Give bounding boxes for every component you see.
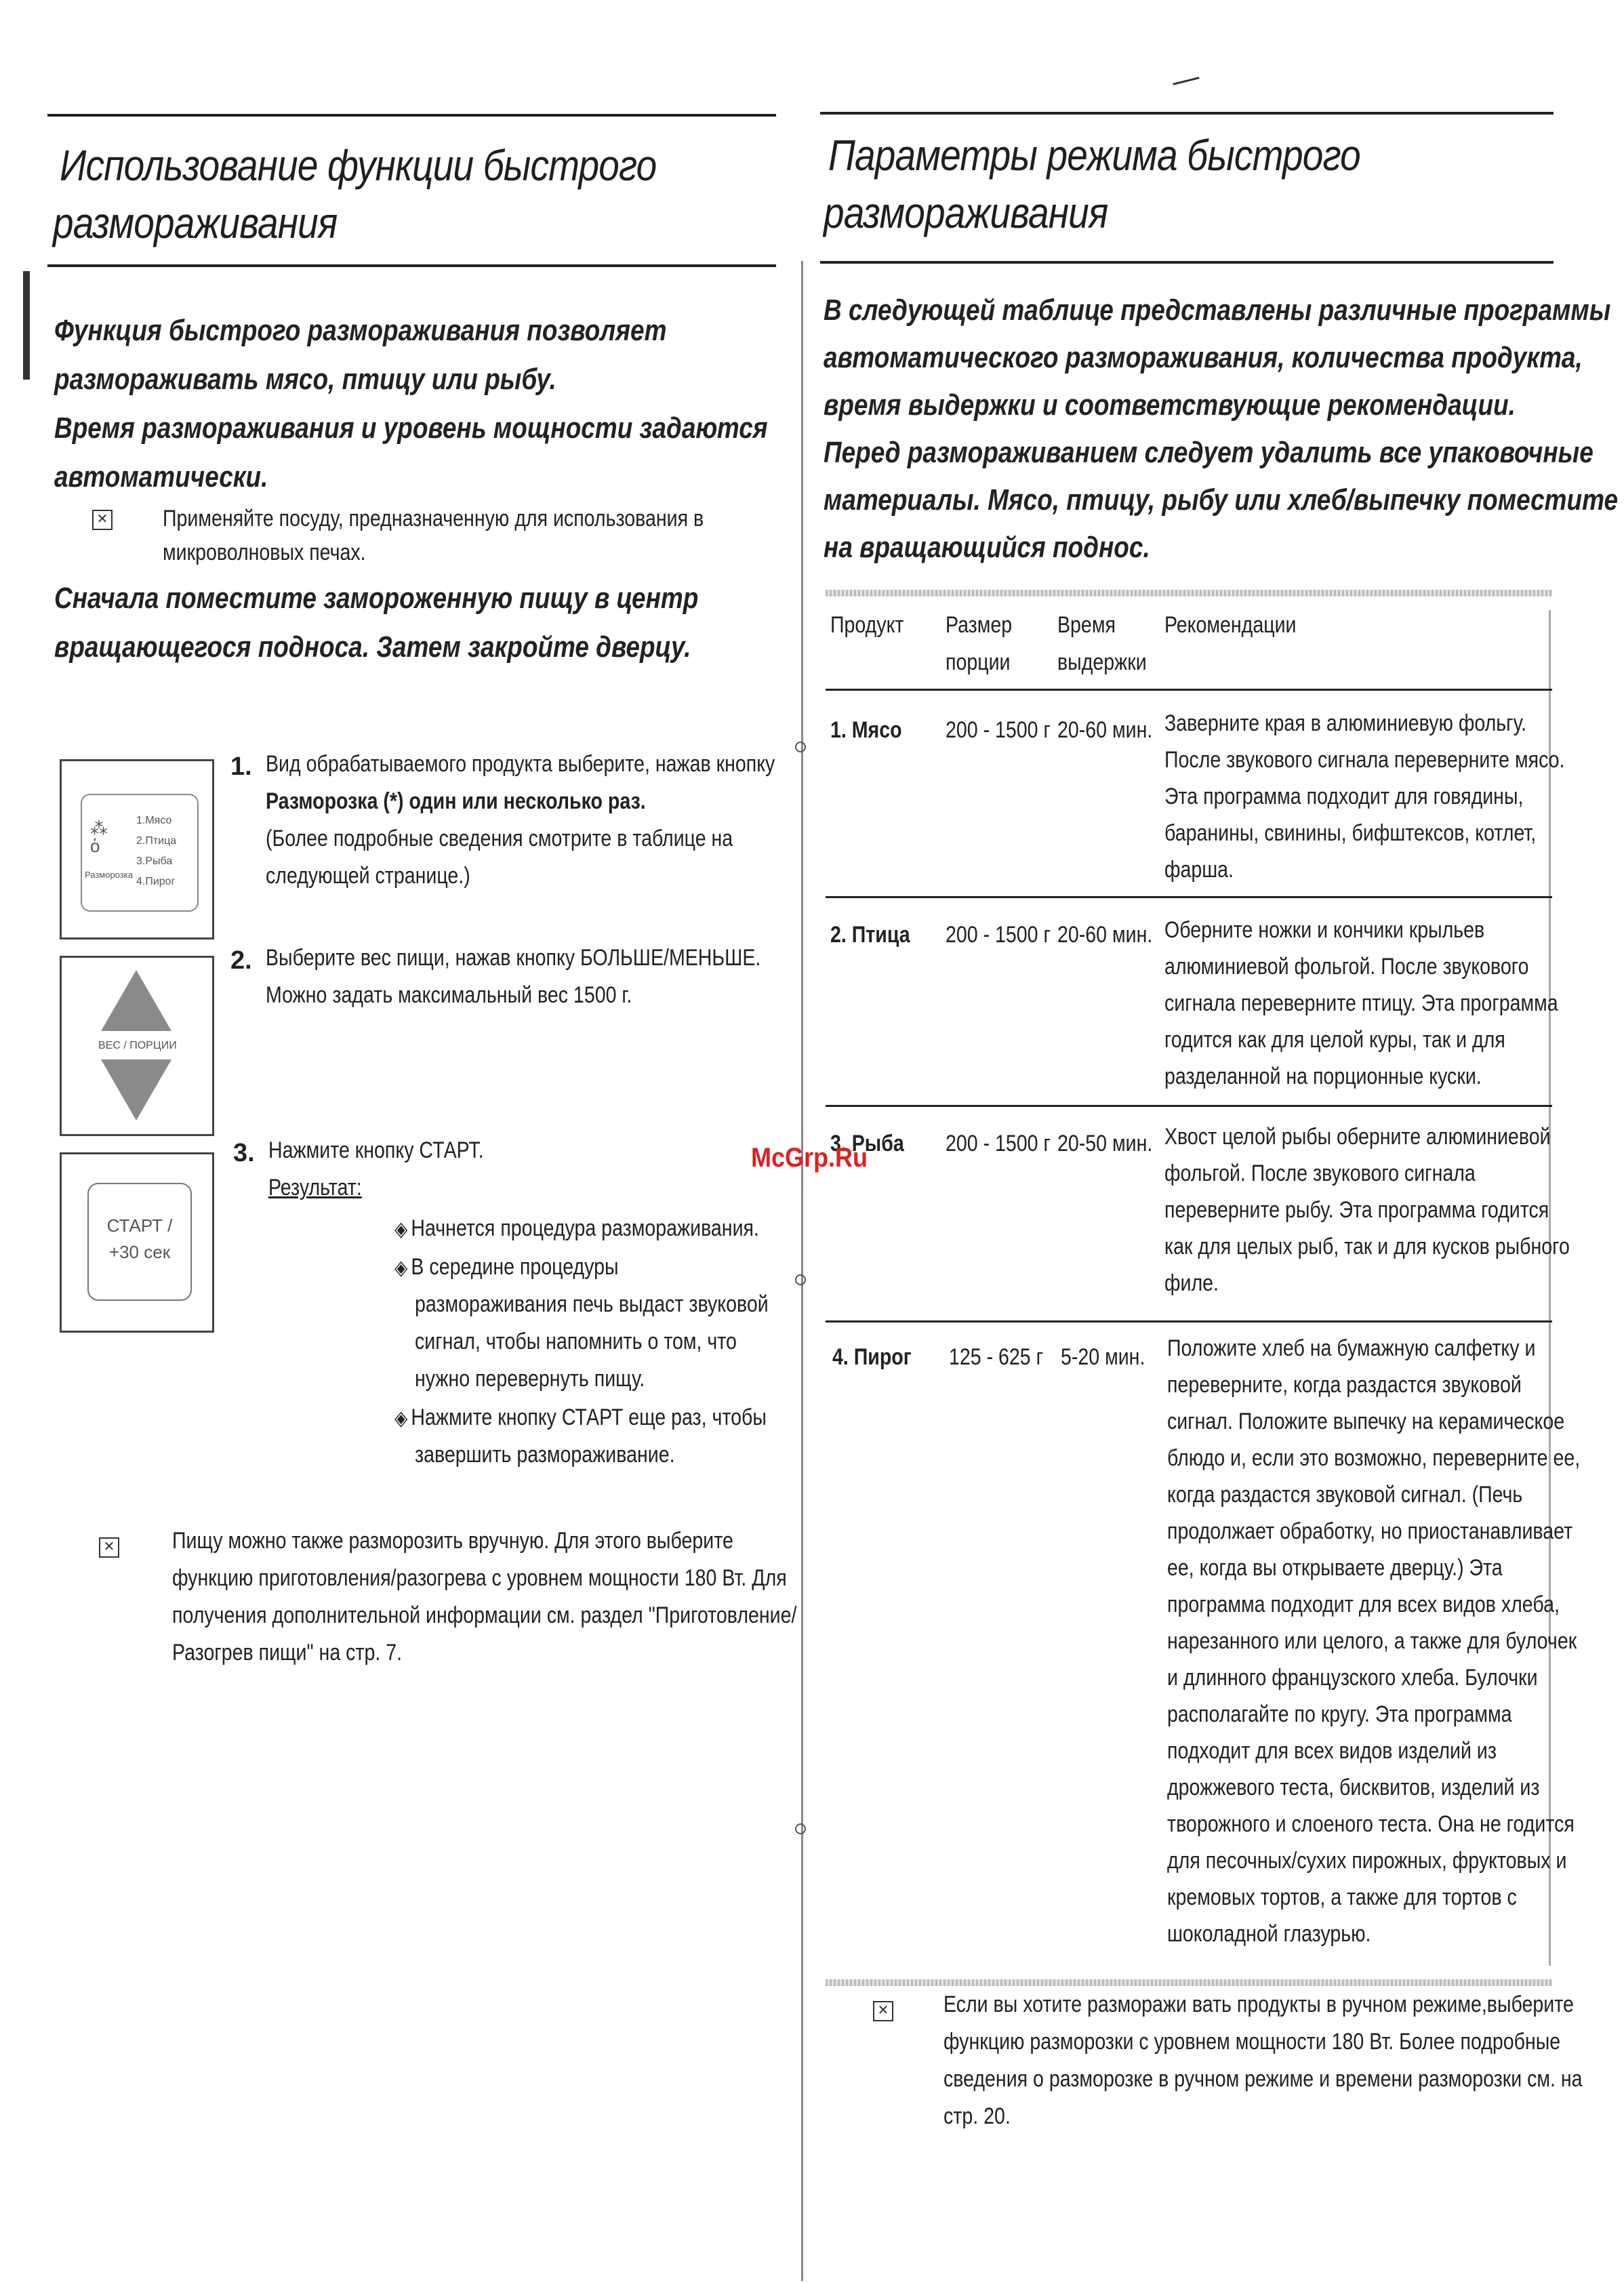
- row-4-advice-6: продолжает обработку, но приостанавливает: [1167, 1518, 1573, 1544]
- defrost-button-panel[interactable]: [60, 759, 214, 940]
- right-intro-line-3: время выдержки и соответствующие рекомендации.: [824, 388, 1516, 422]
- row-2-time: 20-60 мин.: [1057, 922, 1153, 948]
- table-header-rule: [826, 689, 1552, 691]
- binder-hole: [795, 1274, 806, 1285]
- left-note1-line-2: микроволновых печах.: [163, 540, 366, 565]
- row-3-product: 3. Рыба: [830, 1131, 904, 1156]
- table-top-bar: [826, 590, 1552, 597]
- row-1-advice-3: Эта программа подходит для говядины,: [1164, 784, 1524, 809]
- left-intro-line-3: Время размораживания и уровень мощности задаются: [54, 411, 768, 445]
- note-icon: ✕: [92, 510, 113, 530]
- more-button[interactable]: [101, 970, 171, 1031]
- row-4-advice-11: располагайте по кругу. Эта программа: [1167, 1701, 1512, 1727]
- right-title-line-1: Параметры режима быстрого: [828, 131, 1360, 180]
- row-2-product: 2. Птица: [830, 922, 910, 948]
- row-4-product: 4. Пирог: [832, 1344, 912, 1370]
- weight-label: ВЕС / ПОРЦИИ: [98, 1040, 177, 1051]
- step-2-line-2: Можно задать максимальный вес 1500 г.: [266, 982, 632, 1008]
- start-button-line-2: +30 сек: [108, 1242, 171, 1262]
- result-2-line-2: размораживания печь выдаст звуковой: [415, 1291, 769, 1317]
- left-intro-line-1: Функция быстрого размораживания позволяет: [54, 314, 667, 347]
- right-intro-line-5: материалы. Мясо, птицу, рыбу или хлеб/выпечку поместите: [824, 483, 1619, 517]
- row-4-advice-8: программа подходит для всех видов хлеба,: [1167, 1592, 1560, 1617]
- row-2-advice-2: алюминиевой фольгой. После звукового: [1164, 954, 1529, 979]
- binder-hole: [795, 742, 806, 752]
- diamond-bullet-icon: ◈: [394, 1257, 408, 1279]
- start-button[interactable]: [87, 1183, 192, 1301]
- row-4-advice-15: для песочных/сухих пирожных, фруктовых и: [1167, 1848, 1567, 1874]
- left-top-rule: [47, 114, 776, 117]
- row-1-size: 200 - 1500 г: [946, 717, 1051, 743]
- row-2-size: 200 - 1500 г: [946, 922, 1051, 948]
- left-note2-line-1: Пищу можно также разморозить вручную. Для этого выберите: [172, 1528, 733, 1554]
- row-3-time: 20-50 мин.: [1057, 1131, 1153, 1156]
- left-title-rule: [47, 264, 776, 267]
- result-2-line-3: сигнал, чтобы напомнить о том, что: [415, 1329, 737, 1354]
- row-4-advice-16: кремовых тортов, а также для тортов с: [1167, 1884, 1517, 1910]
- row-4-advice-2: переверните, когда раздастся звуковой: [1167, 1372, 1522, 1398]
- defrost-item-2: 2.Птица: [136, 835, 177, 847]
- pen-mark: [1173, 77, 1200, 85]
- result-2-line-4: нужно перевернуть пищу.: [415, 1366, 645, 1392]
- table-bottom-bar: [826, 1979, 1552, 1986]
- watermark: McGrp.Ru: [751, 1143, 868, 1173]
- table-row: [830, 916, 910, 953]
- right-intro-line-2: автоматического размораживания, количества продукта,: [824, 341, 1583, 374]
- column-divider: [801, 261, 803, 2281]
- header-size-1: Размер: [946, 612, 1013, 638]
- right-intro-line-1: В следующей таблице представлены различные программы: [824, 294, 1611, 327]
- table-row: [832, 1339, 912, 1375]
- step-3-line-1: Нажмите кнопку СТАРТ.: [268, 1137, 484, 1163]
- note-icon: ✕: [873, 2001, 893, 2021]
- right-note-line-2: функцию разморозки с уровнем мощности 180 Вт. Более подробные: [943, 2029, 1561, 2055]
- header-advice: Рекомендации: [1164, 612, 1297, 638]
- table-row-rule: [826, 896, 1552, 898]
- row-2-advice-4: годится как для целой куры, так и для: [1164, 1027, 1505, 1053]
- row-4-advice-9: нарезанного или целого, а также для булочек: [1167, 1628, 1577, 1654]
- row-1-advice-2: После звукового сигнала переверните мясо.: [1164, 747, 1565, 773]
- row-4-advice-10: и длинного французского хлеба. Булочки: [1167, 1665, 1538, 1691]
- row-2-advice-5: разделанной на порционные куски.: [1164, 1064, 1482, 1089]
- left-intro-line-2: размораживать мясо, птицу или рыбу.: [54, 363, 556, 396]
- right-intro-line-6: на вращающийся поднос.: [824, 531, 1150, 564]
- diamond-bullet-icon: ◈: [394, 1407, 408, 1430]
- row-3-advice-4: как для целых рыб, так и для кусков рыбного: [1164, 1234, 1570, 1259]
- table-row-rule: [826, 1105, 1552, 1107]
- right-title-line-2: размораживания: [824, 188, 1108, 237]
- defrost-item-4: 4.Пирог: [136, 876, 176, 887]
- less-button[interactable]: [101, 1059, 171, 1120]
- right-note-line-3: сведения о разморозке в ручном режиме и времени разморозки см. на: [943, 2066, 1583, 2092]
- row-4-advice-14: творожного и слоеного теста. Она не годится: [1167, 1811, 1575, 1837]
- defrost-item-1: 1.Мясо: [136, 815, 172, 826]
- left-note2-line-4: Разогрев пищи" на стр. 7.: [172, 1640, 403, 1665]
- right-note-line-4: стр. 20.: [943, 2103, 1011, 2129]
- row-1-advice-4: баранины, свинины, бифштексов, котлет,: [1164, 820, 1537, 846]
- table-row-rule: [826, 1320, 1552, 1322]
- step-2-line-1: Выберите вес пищи, нажав кнопку БОЛЬШЕ/МЕНЬШЕ.: [266, 945, 761, 971]
- row-4-advice-3: сигнал. Положите выпечку на керамическое: [1167, 1409, 1565, 1434]
- defrost-icon: ⁂ ὁ: [90, 818, 108, 856]
- edge-mark: [23, 271, 30, 380]
- start-button-line-1: СТАРТ /: [106, 1215, 173, 1236]
- row-1-time: 20-60 мин.: [1057, 717, 1153, 743]
- right-title-rule: [820, 261, 1554, 264]
- row-4-advice-1: Положите хлеб на бумажную салфетку и: [1167, 1335, 1536, 1361]
- row-4-advice-7: ее, когда вы открываете дверцу.) Эта: [1167, 1555, 1503, 1581]
- defrost-display: [81, 794, 199, 912]
- row-4-time: 5-20 мин.: [1061, 1344, 1145, 1370]
- table-row: [830, 712, 902, 748]
- row-1-advice-5: фарша.: [1164, 857, 1234, 883]
- row-4-advice-13: дрожжевого теста, бисквитов, изделий из: [1167, 1775, 1540, 1800]
- result-label: Результат:: [268, 1175, 362, 1200]
- start-button-panel: [60, 1152, 214, 1333]
- left-note1-line-1: Применяйте посуду, предназначенную для использования в: [163, 506, 704, 531]
- result-2-line-1: ◈ В середине процедуры: [394, 1254, 619, 1280]
- row-2-advice-3: сигнала переверните птицу. Эта программа: [1164, 990, 1558, 1016]
- defrost-item-3: 3.Рыба: [136, 855, 173, 867]
- row-2-advice-1: Оберните ножки и кончики крыльев: [1164, 917, 1485, 943]
- result-3-line-2: завершить размораживание.: [415, 1442, 675, 1468]
- step-1-line-1: Вид обрабатываемого продукта выберите, нажав кнопку: [266, 751, 775, 777]
- row-4-advice-12: подходит для всех видов изделий из: [1167, 1738, 1497, 1764]
- left-note2-line-3: получения дополнительной информации см. раздел "Приготовление/: [172, 1602, 797, 1628]
- result-3-line-1: ◈ Нажмите кнопку СТАРТ еще раз, чтобы: [394, 1405, 767, 1430]
- defrost-icon-label: Разморозка: [85, 870, 133, 880]
- header-size-2: порции: [946, 649, 1011, 675]
- step-3-number: 3.: [233, 1139, 255, 1167]
- row-1-product: 1. Мясо: [830, 717, 902, 743]
- header-time-1: Время: [1057, 612, 1116, 638]
- row-4-size: 125 - 625 г: [949, 1344, 1044, 1370]
- row-3-advice-5: филе.: [1164, 1270, 1219, 1296]
- binder-hole: [795, 1823, 806, 1834]
- step-1-line-2: Разморозка (*) один или несколько раз.: [266, 788, 646, 814]
- left-place-line-2: вращающегося подноса. Затем закройте дверцу.: [54, 630, 691, 664]
- weight-button-panel: [60, 956, 214, 1136]
- row-3-size: 200 - 1500 г: [946, 1131, 1051, 1156]
- row-1-advice-1: Заверните края в алюминиевую фольгу.: [1164, 710, 1526, 736]
- left-title-line-2: размораживания: [53, 199, 338, 247]
- left-note2-line-2: функцию приготовления/разогрева с уровнем мощности 180 Вт. Для: [172, 1565, 787, 1591]
- header-time-2: выдержки: [1057, 649, 1147, 675]
- right-top-rule: [820, 112, 1554, 115]
- left-intro-line-4: автоматически.: [54, 460, 268, 493]
- right-note-line-1: Если вы хотите разморажи вать продукты в ручном режиме,выберите: [943, 1992, 1574, 2017]
- result-1-line-1: ◈ Начнется процедура размораживания.: [394, 1215, 759, 1241]
- right-intro-line-4: Перед размораживанием следует удалить все упаковочные: [824, 436, 1593, 469]
- header-product: Продукт: [830, 612, 904, 638]
- row-4-advice-4: блюдо и, если это возможно, переверните ее,: [1167, 1445, 1581, 1471]
- left-place-line-1: Сначала поместите замороженную пищу в центр: [54, 582, 699, 615]
- step-1-number: 1.: [230, 752, 252, 781]
- diamond-bullet-icon: ◈: [394, 1218, 408, 1240]
- step-2-number: 2.: [230, 946, 252, 975]
- right-edge-line: [1549, 610, 1551, 1966]
- left-title-line-1: Использование функции быстрого: [60, 141, 657, 190]
- row-3-advice-1: Хвост целой рыбы оберните алюминиевой: [1164, 1124, 1551, 1150]
- row-3-advice-2: фольгой. После звукового сигнала: [1164, 1160, 1476, 1186]
- row-4-advice-5: когда раздастся звуковой сигнал. (Печь: [1167, 1482, 1523, 1508]
- step-1-line-3: (Более подробные сведения смотрите в таблице на: [266, 826, 733, 851]
- note-icon: ✕: [99, 1537, 119, 1558]
- step-1-line-4: следующей странице.): [266, 863, 470, 889]
- row-3-advice-3: переверните рыбу. Эта программа годится: [1164, 1197, 1549, 1223]
- row-4-advice-17: шоколадной глазурью.: [1167, 1921, 1371, 1947]
